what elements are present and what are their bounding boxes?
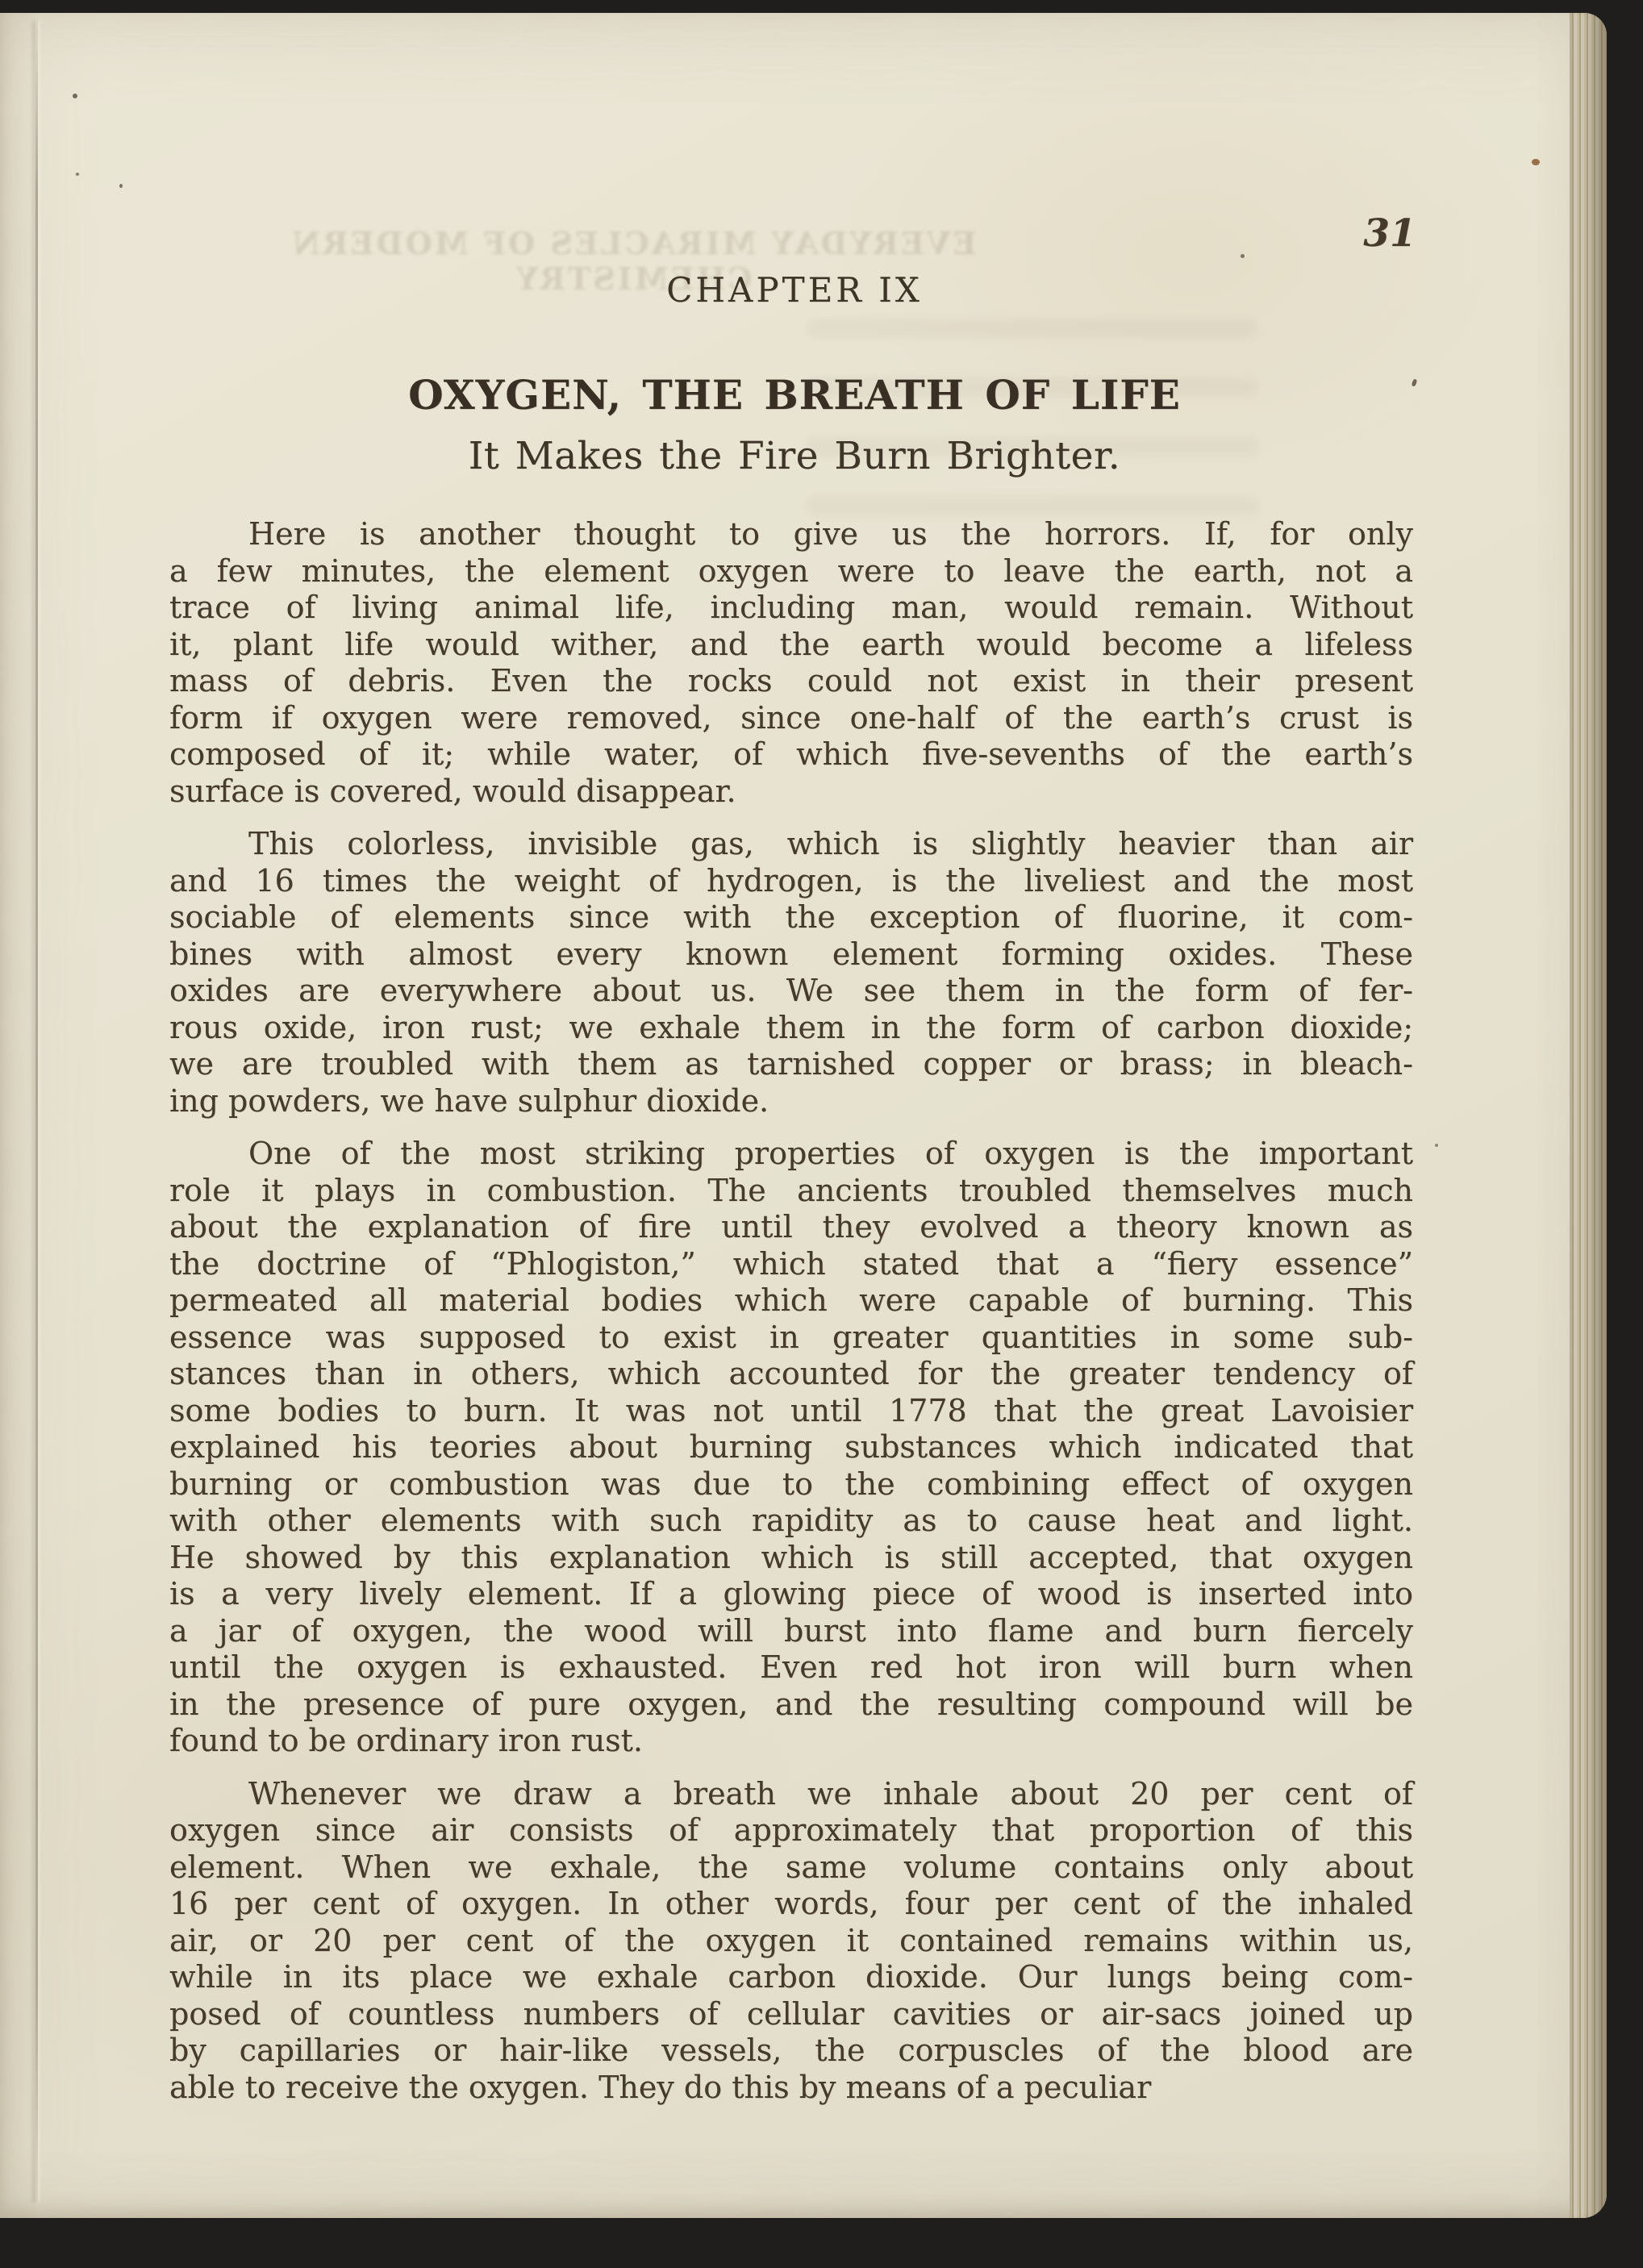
text-line: about the explanation of fire until they evolved a theory known as: [169, 1209, 1413, 1244]
paper-speck: [76, 173, 79, 176]
text-line: Here is another thought to give us the horrors. If, for only: [248, 516, 1413, 552]
text-line: role it plays in combustion. The ancients troubled themselves much: [169, 1172, 1413, 1208]
body-text: [169, 516, 1413, 2106]
text-line: until the oxygen is exhausted. Even red hot iron will burn when: [169, 1649, 1413, 1685]
paragraph: [169, 1136, 1413, 1760]
text-line: rous oxide, iron rust; we exhale them in the form of carbon dioxide;: [169, 1009, 1413, 1045]
paper-speck: [1532, 159, 1540, 165]
text-line: while in its place we exhale carbon dioxide. Our lungs being com-: [169, 1959, 1413, 1995]
text-line: found to be ordinary iron rust.: [169, 1723, 644, 1758]
text-line: posed of countless numbers of cellular cavities or air-sacs joined up: [169, 1995, 1413, 2032]
text-line: the doctrine of “Phlogiston,” which stated that a “fiery essence”: [169, 1245, 1413, 1282]
book-page: [0, 13, 1607, 2218]
showthrough-running-head: EVERYDAY MIRACLES OF MODERN CHEMISTRY: [290, 225, 977, 297]
text-line: a few minutes, the element oxygen were to leave the earth, not a: [169, 552, 1413, 589]
page-subtitle: It Makes the Fire Burn Brighter.: [468, 434, 1121, 478]
text-line: it, plant life would wither, and the earth would become a lifeless: [169, 626, 1413, 662]
text-line: essence was supposed to exist in greater quantities in some sub-: [169, 1319, 1413, 1355]
showthrough-text-blur: [807, 319, 1258, 338]
page-number: 31: [1363, 211, 1416, 256]
text-line: composed of it; while water, of which five-sevenths of the earth’s: [169, 736, 1413, 772]
text-line: able to receive the oxygen. They do this by means of a peculiar: [169, 2069, 1152, 2105]
text-line: element. When we exhale, the same volume contains only about: [169, 1849, 1413, 1885]
text-line: explained his teories about burning substances which indicated that: [169, 1429, 1413, 1465]
text-line: by capillaries or hair-like vessels, the corpuscles of the blood are: [169, 2032, 1413, 2068]
paper-speck: [73, 94, 77, 98]
text-line: sociable of elements since with the exception of fluorine, it com-: [169, 899, 1413, 935]
text-line: mass of debris. Even the rocks could not exist in their present: [169, 663, 1413, 698]
text-line: oxygen since air consists of approximately that proportion of this: [169, 1812, 1413, 1848]
text-line: This colorless, invisible gas, which is slightly heavier than air: [248, 826, 1413, 861]
paragraph: [169, 516, 1413, 810]
text-line: we are troubled with them as tarnished copper or brass; in bleach-: [169, 1046, 1413, 1082]
text-line: ing powders, we have sulphur dioxide.: [169, 1082, 769, 1119]
binding-gutter-shade: [0, 13, 35, 2218]
text-line: 16 per cent of oxygen. In other words, four per cent of the inhaled: [169, 1886, 1413, 1921]
text-line: with other elements with such rapidity as to cause heat and light.: [169, 1503, 1413, 1538]
text-line: air, or 20 per cent of the oxygen it contained remains within us,: [169, 1922, 1413, 1958]
paper-speck: [1241, 254, 1245, 258]
text-line: form if oxygen were removed, since one-half of the earth’s crust is: [169, 699, 1413, 736]
text-line: and 16 times the weight of hydrogen, is the liveliest and the most: [169, 862, 1413, 898]
text-line: surface is covered, would disappear.: [169, 773, 736, 809]
text-line: oxides are everywhere about us. We see them in the form of fer-: [169, 973, 1413, 1008]
text-line: Whenever we draw a breath we inhale about 20 per cent of: [248, 1775, 1413, 1811]
text-line: One of the most striking properties of oxygen is the important: [248, 1136, 1413, 1171]
page-title: OXYGEN, THE BREATH OF LIFE: [408, 371, 1181, 419]
text-line: a jar of oxygen, the wood will burst into flame and burn fiercely: [169, 1612, 1413, 1649]
text-line: in the presence of pure oxygen, and the resulting compound will be: [169, 1686, 1413, 1722]
text-line: permeated all material bodies which were capable of burning. This: [169, 1282, 1413, 1318]
text-line: is a very lively element. If a glowing piece of wood is inserted into: [169, 1576, 1413, 1611]
binding-crease: [35, 21, 38, 2202]
text-line: bines with almost every known element forming oxides. These: [169, 936, 1413, 972]
text-line: stances than in others, which accounted for the greater tendency of: [169, 1356, 1413, 1391]
text-line: some bodies to burn. It was not until 1778 that the great Lavoisier: [169, 1392, 1413, 1428]
paragraph: [169, 1776, 1413, 2107]
text-line: trace of living animal life, including man, would remain. Without: [169, 590, 1413, 625]
paper-speck: [1435, 1144, 1438, 1147]
showthrough-text-blur: [807, 496, 1258, 515]
paragraph: [169, 826, 1413, 1119]
page-fore-edge: [1570, 13, 1607, 2218]
text-line: He showed by this explanation which is still accepted, that oxygen: [169, 1539, 1413, 1575]
chapter-heading: CHAPTER IX: [666, 270, 923, 310]
paper-speck: [119, 184, 123, 188]
text-line: burning or combustion was due to the combining effect of oxygen: [169, 1465, 1413, 1502]
